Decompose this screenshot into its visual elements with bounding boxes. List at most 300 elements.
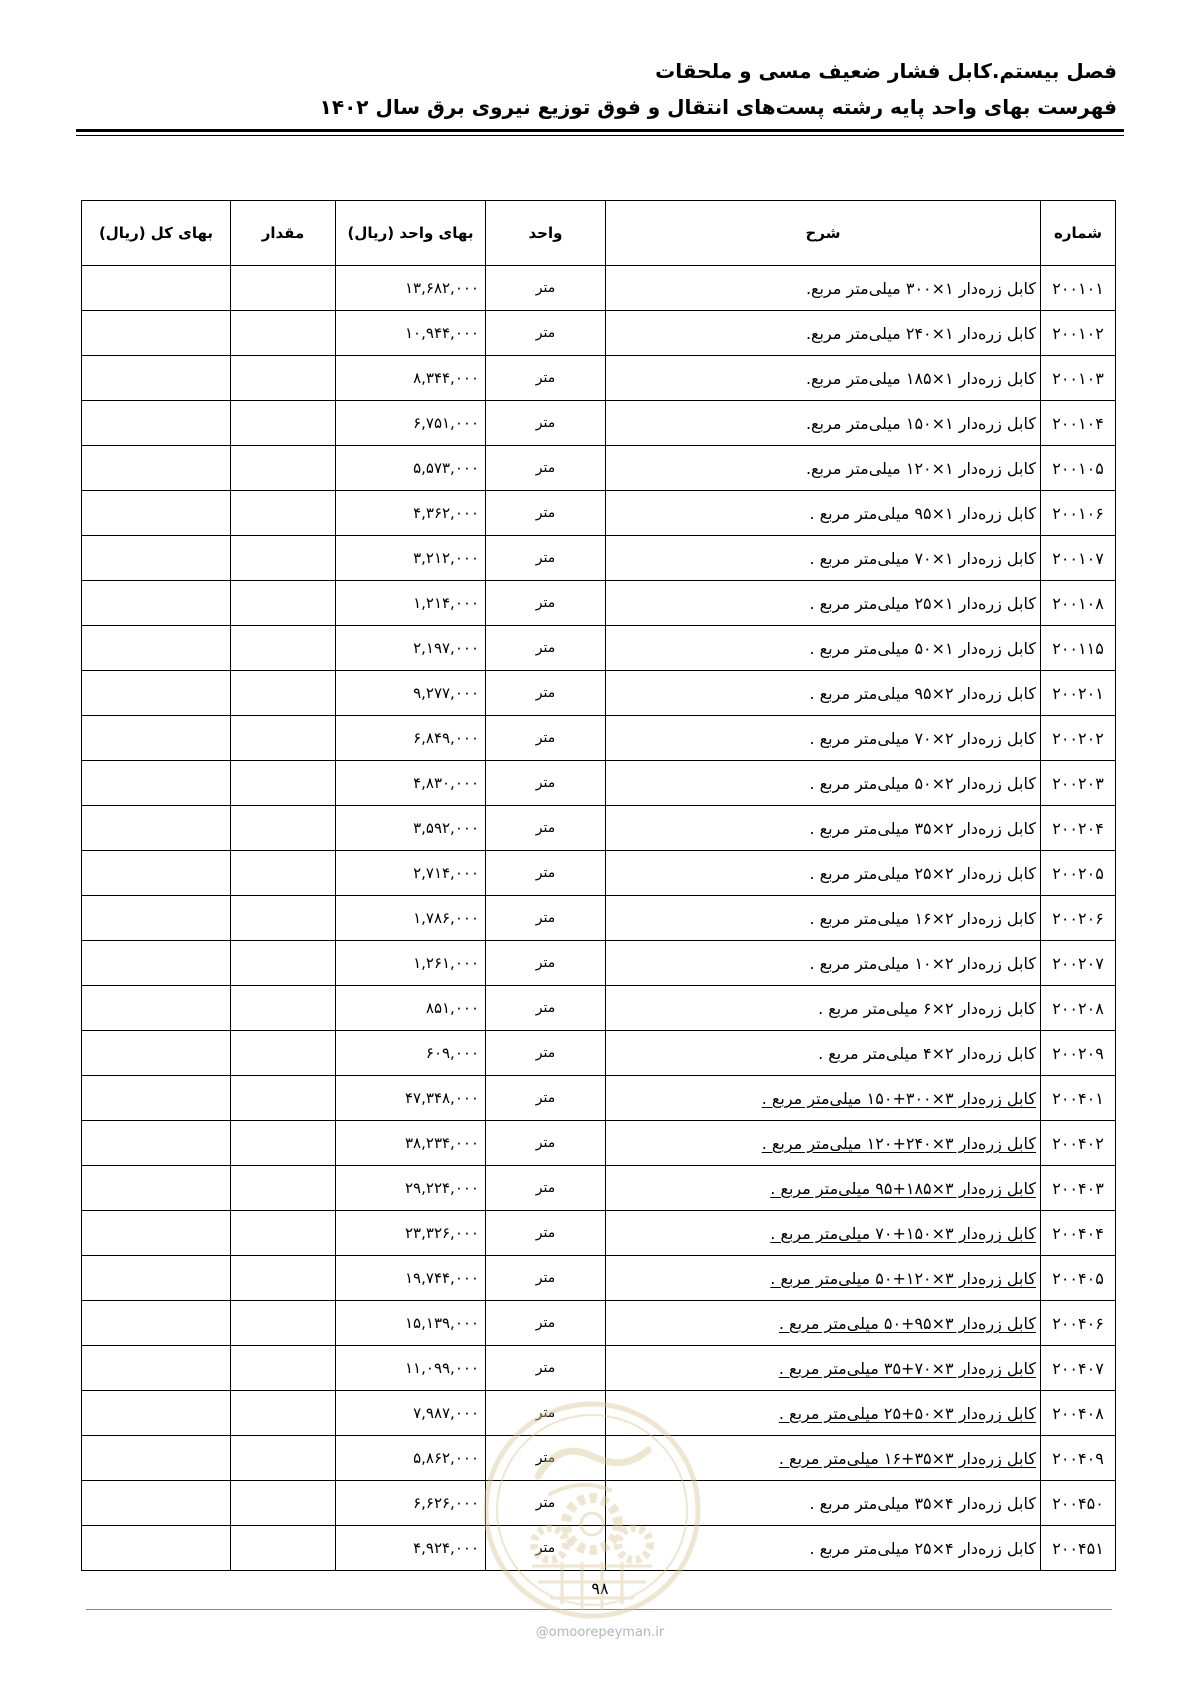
item-code-cell — [1041, 1436, 1116, 1481]
item-code-cell — [1041, 716, 1116, 761]
item-code-text: ۲۰۰۴۰۳ — [1052, 1178, 1104, 1198]
item-code-text: ۲۰۰۱۰۳ — [1052, 368, 1104, 388]
item-description-text: کابل زره‌دار ۳×۱۸۵+۹۵ میلی‌متر مربع . — [770, 1178, 1036, 1198]
item-unit-text: متر — [535, 1135, 556, 1151]
table-row — [82, 851, 1116, 896]
item-unit-cell — [486, 1031, 606, 1076]
item-unit-price-text: ۶,۶۲۶,۰۰۰ — [413, 1494, 479, 1512]
item-description-text: کابل زره‌دار ۲×۲۵ میلی‌متر مربع . — [809, 863, 1036, 883]
item-unit-cell — [486, 896, 606, 941]
item-description-cell — [606, 1301, 1041, 1346]
item-code-text: ۲۰۰۱۰۷ — [1052, 548, 1104, 568]
item-quantity-cell — [231, 1121, 336, 1166]
price-table — [81, 200, 1116, 1571]
item-code-cell — [1041, 1256, 1116, 1301]
item-code-text: ۲۰۰۱۰۶ — [1052, 503, 1104, 523]
item-quantity-cell — [231, 491, 336, 536]
item-total-price-cell — [82, 986, 231, 1031]
item-code-cell — [1041, 446, 1116, 491]
header-row — [82, 201, 1116, 266]
item-code-cell — [1041, 1301, 1116, 1346]
item-description-cell — [606, 1121, 1041, 1166]
table-row — [82, 1526, 1116, 1571]
item-total-price-cell — [82, 896, 231, 941]
item-code-text: ۲۰۰۲۰۲ — [1052, 728, 1104, 748]
item-unit-cell — [486, 851, 606, 896]
item-description-text: کابل زره‌دار ۱×۲۴۰ میلی‌متر مربع. — [805, 323, 1036, 343]
item-unit-text: متر — [535, 550, 556, 566]
column-header-unit-price: بهای واحد (ریال) — [336, 201, 486, 266]
item-total-price-cell — [82, 941, 231, 986]
item-unit-text: متر — [535, 955, 556, 971]
item-total-price-cell — [82, 266, 231, 311]
table-row — [82, 401, 1116, 446]
item-unit-price-text: ۸۵۱,۰۰۰ — [425, 999, 479, 1017]
item-description-text: کابل زره‌دار ۴×۲۵ میلی‌متر مربع . — [809, 1538, 1036, 1558]
item-unit-price-text: ۱۰,۹۴۴,۰۰۰ — [405, 324, 479, 342]
column-header-description: شرح — [606, 201, 1041, 266]
item-unit-price-cell — [336, 1346, 486, 1391]
item-code-text: ۲۰۰۲۰۹ — [1052, 1043, 1104, 1063]
item-unit-cell — [486, 626, 606, 671]
item-description-text: کابل زره‌دار ۴×۳۵ میلی‌متر مربع . — [809, 1493, 1036, 1513]
table-row — [82, 1121, 1116, 1166]
item-code-text: ۲۰۰۴۰۴ — [1052, 1223, 1104, 1243]
column-header-total-price: بهای کل (ریال) — [82, 201, 231, 266]
item-total-price-cell — [82, 491, 231, 536]
header-rule-thick — [76, 129, 1124, 132]
item-unit-price-text: ۳۸,۲۳۴,۰۰۰ — [405, 1134, 479, 1152]
item-total-price-cell — [82, 1436, 231, 1481]
item-code-cell — [1041, 851, 1116, 896]
price-table-body — [82, 266, 1116, 1571]
item-quantity-cell — [231, 536, 336, 581]
item-code-cell — [1041, 1211, 1116, 1256]
item-unit-text: متر — [535, 1270, 556, 1286]
item-unit-price-cell — [336, 1031, 486, 1076]
table-row — [82, 581, 1116, 626]
item-unit-cell — [486, 536, 606, 581]
table-row — [82, 266, 1116, 311]
item-description-cell — [606, 671, 1041, 716]
item-total-price-cell — [82, 1031, 231, 1076]
item-description-cell — [606, 1346, 1041, 1391]
item-unit-text: متر — [535, 1225, 556, 1241]
item-unit-price-text: ۱۹,۷۴۴,۰۰۰ — [405, 1269, 479, 1287]
item-unit-text: متر — [535, 1315, 556, 1331]
item-description-cell — [606, 716, 1041, 761]
item-total-price-cell — [82, 1256, 231, 1301]
item-total-price-cell — [82, 1301, 231, 1346]
item-description-text: کابل زره‌دار ۱×۱۸۵ میلی‌متر مربع. — [805, 368, 1036, 388]
item-unit-price-cell — [336, 266, 486, 311]
item-unit-cell — [486, 1301, 606, 1346]
item-unit-price-text: ۶۰۹,۰۰۰ — [425, 1044, 479, 1062]
item-description-text: کابل زره‌دار ۳×۱۲۰+۵۰ میلی‌متر مربع . — [770, 1268, 1036, 1288]
item-code-cell — [1041, 1346, 1116, 1391]
item-code-text: ۲۰۰۱۰۴ — [1052, 413, 1104, 433]
table-row — [82, 1436, 1116, 1481]
item-unit-cell — [486, 1481, 606, 1526]
item-unit-cell — [486, 1166, 606, 1211]
watermark-text: @omoorepeyman.ir — [535, 1625, 665, 1640]
item-unit-text: متر — [535, 1000, 556, 1016]
item-code-text: ۲۰۰۴۵۱ — [1052, 1538, 1104, 1558]
item-description-cell — [606, 1166, 1041, 1211]
item-quantity-cell — [231, 311, 336, 356]
item-description-text: کابل زره‌دار ۳×۵۰+۲۵ میلی‌متر مربع . — [778, 1403, 1036, 1423]
item-code-cell — [1041, 806, 1116, 851]
item-code-text: ۲۰۰۴۰۶ — [1052, 1313, 1104, 1333]
item-unit-price-text: ۸,۳۴۴,۰۰۰ — [413, 369, 479, 387]
item-unit-price-cell — [336, 1211, 486, 1256]
item-quantity-cell — [231, 1256, 336, 1301]
item-code-cell — [1041, 626, 1116, 671]
item-total-price-cell — [82, 626, 231, 671]
item-description-text: کابل زره‌دار ۱×۵۰ میلی‌متر مربع . — [809, 638, 1036, 658]
item-quantity-cell — [231, 806, 336, 851]
item-unit-price-cell — [336, 716, 486, 761]
item-unit-cell — [486, 716, 606, 761]
item-unit-price-cell — [336, 1256, 486, 1301]
item-description-cell — [606, 446, 1041, 491]
item-code-cell — [1041, 266, 1116, 311]
item-code-cell — [1041, 536, 1116, 581]
item-unit-price-text: ۴,۳۶۲,۰۰۰ — [413, 504, 479, 522]
table-row — [82, 1301, 1116, 1346]
item-description-cell — [606, 806, 1041, 851]
item-description-cell — [606, 761, 1041, 806]
item-unit-text: متر — [535, 730, 556, 746]
item-unit-text: متر — [535, 1045, 556, 1061]
table-row — [82, 1076, 1116, 1121]
item-unit-price-text: ۵,۵۷۳,۰۰۰ — [413, 459, 479, 477]
item-quantity-cell — [231, 1436, 336, 1481]
item-code-text: ۲۰۰۴۵۰ — [1052, 1493, 1104, 1513]
item-unit-price-cell — [336, 851, 486, 896]
item-total-price-cell — [82, 671, 231, 716]
item-total-price-cell — [82, 1121, 231, 1166]
item-unit-cell — [486, 986, 606, 1031]
item-code-cell — [1041, 986, 1116, 1031]
item-quantity-cell — [231, 986, 336, 1031]
item-unit-price-text: ۷,۹۸۷,۰۰۰ — [413, 1404, 479, 1422]
item-description-text: کابل زره‌دار ۱×۹۵ میلی‌متر مربع . — [809, 503, 1036, 523]
item-total-price-cell — [82, 311, 231, 356]
item-code-cell — [1041, 1481, 1116, 1526]
item-description-text: کابل زره‌دار ۳×۹۵+۵۰ میلی‌متر مربع . — [778, 1313, 1036, 1333]
item-code-text: ۲۰۰۲۰۸ — [1052, 998, 1104, 1018]
item-unit-price-cell — [336, 356, 486, 401]
item-description-cell — [606, 401, 1041, 446]
page-number: ۹۸ — [591, 1579, 609, 1598]
item-unit-price-cell — [336, 1076, 486, 1121]
item-quantity-cell — [231, 716, 336, 761]
item-unit-cell — [486, 401, 606, 446]
item-code-cell — [1041, 581, 1116, 626]
item-description-cell — [606, 1031, 1041, 1076]
item-code-cell — [1041, 1076, 1116, 1121]
item-description-cell — [606, 986, 1041, 1031]
item-unit-price-text: ۶,۷۵۱,۰۰۰ — [413, 414, 479, 432]
item-description-text: کابل زره‌دار ۳×۳۵+۱۶ میلی‌متر مربع . — [778, 1448, 1036, 1468]
item-code-text: ۲۰۰۱۰۸ — [1052, 593, 1104, 613]
item-code-cell — [1041, 896, 1116, 941]
table-row — [82, 806, 1116, 851]
item-unit-price-text: ۴,۸۳۰,۰۰۰ — [413, 774, 479, 792]
item-code-cell — [1041, 941, 1116, 986]
item-code-text: ۲۰۰۲۰۵ — [1052, 863, 1104, 883]
item-description-text: کابل زره‌دار ۲×۴ میلی‌متر مربع . — [818, 1043, 1036, 1063]
item-quantity-cell — [231, 941, 336, 986]
table-row — [82, 1211, 1116, 1256]
item-unit-price-cell — [336, 1526, 486, 1571]
item-unit-text: متر — [535, 1495, 556, 1511]
item-code-text: ۲۰۰۴۰۱ — [1052, 1088, 1104, 1108]
item-total-price-cell — [82, 806, 231, 851]
item-quantity-cell — [231, 1076, 336, 1121]
item-code-text: ۲۰۰۴۰۸ — [1052, 1403, 1104, 1423]
item-description-text: کابل زره‌دار ۲×۱۰ میلی‌متر مربع . — [809, 953, 1036, 973]
item-code-text: ۲۰۰۴۰۹ — [1052, 1448, 1104, 1468]
item-total-price-cell — [82, 1391, 231, 1436]
item-description-text: کابل زره‌دار ۲×۷۰ میلی‌متر مربع . — [809, 728, 1036, 748]
table-row — [82, 311, 1116, 356]
item-unit-price-cell — [336, 896, 486, 941]
item-unit-text: متر — [535, 1540, 556, 1556]
item-quantity-cell — [231, 266, 336, 311]
item-unit-price-cell — [336, 986, 486, 1031]
item-code-cell — [1041, 356, 1116, 401]
item-description-text: کابل زره‌دار ۲×۹۵ میلی‌متر مربع . — [809, 683, 1036, 703]
item-description-cell — [606, 1391, 1041, 1436]
table-row — [82, 446, 1116, 491]
item-total-price-cell — [82, 356, 231, 401]
item-quantity-cell — [231, 401, 336, 446]
item-unit-price-text: ۱۳,۶۸۲,۰۰۰ — [405, 279, 479, 297]
item-unit-price-cell — [336, 1481, 486, 1526]
item-unit-cell — [486, 446, 606, 491]
item-unit-price-cell — [336, 1121, 486, 1166]
item-code-cell — [1041, 761, 1116, 806]
item-total-price-cell — [82, 761, 231, 806]
table-row — [82, 491, 1116, 536]
item-total-price-cell — [82, 1211, 231, 1256]
item-unit-text: متر — [535, 1360, 556, 1376]
item-unit-price-cell — [336, 1301, 486, 1346]
item-quantity-cell — [231, 1166, 336, 1211]
item-description-cell — [606, 536, 1041, 581]
item-quantity-cell — [231, 1481, 336, 1526]
item-unit-text: متر — [535, 640, 556, 656]
item-quantity-cell — [231, 581, 336, 626]
item-unit-price-text: ۲,۱۹۷,۰۰۰ — [413, 639, 479, 657]
item-quantity-cell — [231, 1391, 336, 1436]
item-unit-price-cell — [336, 536, 486, 581]
table-row — [82, 1391, 1116, 1436]
item-code-text: ۲۰۰۲۰۷ — [1052, 953, 1104, 973]
column-header-quantity: مقدار — [231, 201, 336, 266]
price-table-header — [82, 201, 1116, 266]
item-total-price-cell — [82, 851, 231, 896]
item-description-text: کابل زره‌دار ۳×۳۰۰+۱۵۰ میلی‌متر مربع . — [761, 1088, 1036, 1108]
item-unit-cell — [486, 1436, 606, 1481]
item-unit-text: متر — [535, 910, 556, 926]
item-description-text: کابل زره‌دار ۳×۱۵۰+۷۰ میلی‌متر مربع . — [770, 1223, 1036, 1243]
item-description-cell — [606, 581, 1041, 626]
item-unit-price-cell — [336, 671, 486, 716]
item-total-price-cell — [82, 1346, 231, 1391]
table-row — [82, 716, 1116, 761]
item-unit-price-text: ۱,۷۸۶,۰۰۰ — [413, 909, 479, 927]
item-code-text: ۲۰۰۲۰۱ — [1052, 683, 1104, 703]
price-list-title: فهرست بهای واحد پایه رشته پست‌های انتقال و فوق توزیع نیروی برق سال ۱۴۰۲ — [319, 95, 1117, 119]
item-unit-text: متر — [535, 325, 556, 341]
item-quantity-cell — [231, 1301, 336, 1346]
item-description-text: کابل زره‌دار ۱×۱۲۰ میلی‌متر مربع. — [805, 458, 1036, 478]
column-header-code: شماره — [1041, 201, 1116, 266]
item-quantity-cell — [231, 446, 336, 491]
item-unit-price-cell — [336, 401, 486, 446]
table-row — [82, 356, 1116, 401]
item-total-price-cell — [82, 446, 231, 491]
item-code-cell — [1041, 1526, 1116, 1571]
item-unit-price-text: ۱,۲۶۱,۰۰۰ — [413, 954, 479, 972]
item-total-price-cell — [82, 716, 231, 761]
item-code-text: ۲۰۰۱۰۵ — [1052, 458, 1104, 478]
item-unit-text: متر — [535, 685, 556, 701]
item-unit-price-text: ۱,۲۱۴,۰۰۰ — [413, 594, 479, 612]
item-unit-text: متر — [535, 505, 556, 521]
item-total-price-cell — [82, 1526, 231, 1571]
item-unit-price-cell — [336, 941, 486, 986]
item-total-price-cell — [82, 581, 231, 626]
item-code-text: ۲۰۰۴۰۲ — [1052, 1133, 1104, 1153]
item-unit-price-text: ۳,۲۱۲,۰۰۰ — [413, 549, 479, 567]
item-unit-price-text: ۵,۸۶۲,۰۰۰ — [413, 1449, 479, 1467]
item-description-text: کابل زره‌دار ۲×۳۵ میلی‌متر مربع . — [809, 818, 1036, 838]
item-quantity-cell — [231, 626, 336, 671]
item-quantity-cell — [231, 1031, 336, 1076]
item-description-text: کابل زره‌دار ۲×۶ میلی‌متر مربع . — [818, 998, 1036, 1018]
item-code-text: ۲۰۰۴۰۷ — [1052, 1358, 1104, 1378]
item-description-text: کابل زره‌دار ۱×۳۰۰ میلی‌متر مربع. — [805, 278, 1036, 298]
item-unit-cell — [486, 356, 606, 401]
item-code-cell — [1041, 1121, 1116, 1166]
item-unit-cell — [486, 1256, 606, 1301]
item-quantity-cell — [231, 851, 336, 896]
item-quantity-cell — [231, 1211, 336, 1256]
chapter-title: فصل بیستم.کابل فشار ضعیف مسی و ملحقات — [655, 59, 1117, 83]
item-description-text: کابل زره‌دار ۳×۷۰+۳۵ میلی‌متر مربع . — [778, 1358, 1036, 1378]
table-row — [82, 671, 1116, 716]
item-unit-text: متر — [535, 415, 556, 431]
item-code-text: ۲۰۰۱۱۵ — [1052, 638, 1104, 658]
item-unit-text: متر — [535, 820, 556, 836]
item-description-cell — [606, 1076, 1041, 1121]
table-row — [82, 536, 1116, 581]
item-unit-cell — [486, 581, 606, 626]
item-unit-cell — [486, 806, 606, 851]
header-rule-thin — [76, 135, 1124, 136]
item-unit-price-cell — [336, 1436, 486, 1481]
item-unit-price-cell — [336, 806, 486, 851]
table-row — [82, 896, 1116, 941]
item-unit-cell — [486, 266, 606, 311]
item-code-text: ۲۰۰۱۰۲ — [1052, 323, 1104, 343]
table-row — [82, 626, 1116, 671]
item-unit-price-cell — [336, 491, 486, 536]
item-unit-cell — [486, 1076, 606, 1121]
item-description-cell — [606, 851, 1041, 896]
item-unit-price-text: ۲۹,۲۲۴,۰۰۰ — [405, 1179, 479, 1197]
table-row — [82, 986, 1116, 1031]
table-row — [82, 1031, 1116, 1076]
item-unit-price-text: ۱۵,۱۳۹,۰۰۰ — [405, 1314, 479, 1332]
item-description-cell — [606, 1481, 1041, 1526]
item-unit-cell — [486, 311, 606, 356]
item-code-text: ۲۰۰۱۰۱ — [1052, 278, 1104, 298]
item-description-cell — [606, 626, 1041, 671]
item-total-price-cell — [82, 1481, 231, 1526]
item-code-cell — [1041, 311, 1116, 356]
item-description-text: کابل زره‌دار ۲×۵۰ میلی‌متر مربع . — [809, 773, 1036, 793]
item-description-cell — [606, 491, 1041, 536]
item-unit-price-cell — [336, 761, 486, 806]
item-unit-price-text: ۹,۲۷۷,۰۰۰ — [413, 684, 479, 702]
item-quantity-cell — [231, 896, 336, 941]
item-unit-cell — [486, 1121, 606, 1166]
item-quantity-cell — [231, 761, 336, 806]
table-row — [82, 1481, 1116, 1526]
item-description-text: کابل زره‌دار ۱×۲۵ میلی‌متر مربع . — [809, 593, 1036, 613]
item-description-text: کابل زره‌دار ۲×۱۶ میلی‌متر مربع . — [809, 908, 1036, 928]
item-unit-price-cell — [336, 446, 486, 491]
item-unit-price-cell — [336, 1166, 486, 1211]
item-unit-text: متر — [535, 1180, 556, 1196]
item-unit-text: متر — [535, 1450, 556, 1466]
item-unit-cell — [486, 491, 606, 536]
table-row — [82, 1256, 1116, 1301]
item-unit-price-text: ۱۱,۰۹۹,۰۰۰ — [405, 1359, 479, 1377]
item-code-cell — [1041, 1166, 1116, 1211]
table-row — [82, 941, 1116, 986]
item-unit-text: متر — [535, 460, 556, 476]
item-code-cell — [1041, 1391, 1116, 1436]
item-unit-text: متر — [535, 865, 556, 881]
item-total-price-cell — [82, 401, 231, 446]
item-description-cell — [606, 311, 1041, 356]
table-row — [82, 1346, 1116, 1391]
item-unit-price-cell — [336, 581, 486, 626]
item-total-price-cell — [82, 1166, 231, 1211]
item-unit-cell — [486, 941, 606, 986]
item-quantity-cell — [231, 1346, 336, 1391]
item-quantity-cell — [231, 671, 336, 716]
item-unit-price-text: ۴۷,۳۴۸,۰۰۰ — [405, 1089, 479, 1107]
item-unit-text: متر — [535, 280, 556, 296]
item-code-text: ۲۰۰۴۰۵ — [1052, 1268, 1104, 1288]
item-unit-price-text: ۳,۵۹۲,۰۰۰ — [413, 819, 479, 837]
item-quantity-cell — [231, 356, 336, 401]
item-unit-price-cell — [336, 1391, 486, 1436]
item-unit-price-cell — [336, 311, 486, 356]
item-unit-price-text: ۲,۷۱۴,۰۰۰ — [413, 864, 479, 882]
item-unit-cell — [486, 1391, 606, 1436]
footer-rule — [86, 1609, 1112, 1610]
item-unit-price-text: ۴,۹۲۴,۰۰۰ — [413, 1539, 479, 1557]
table-row — [82, 761, 1116, 806]
